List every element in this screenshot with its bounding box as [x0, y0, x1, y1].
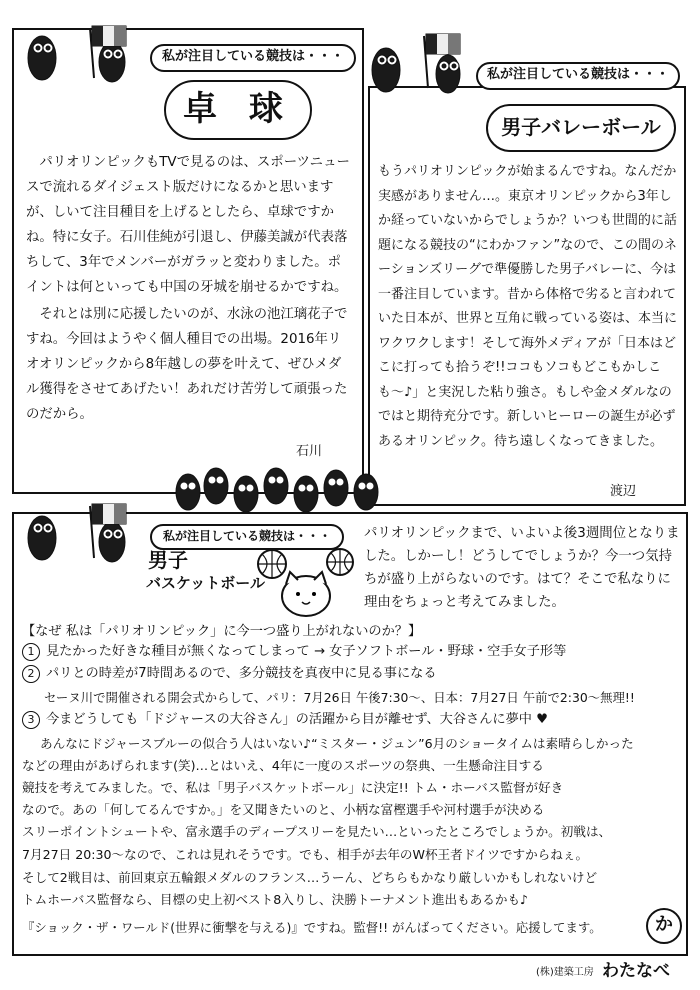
basketball-body-line: スリーポイントシュートや、富永選手のディープスリーを見たい…といったところでしょうか。初戦は、: [22, 824, 612, 839]
mascot-illustration: [14, 18, 144, 90]
reason-text: パリとの時差が7時間あるので、多分競技を真夜中に見る事になる: [46, 666, 437, 681]
basketball-cat-illustration: [254, 546, 358, 622]
basketball-intro: パリオリンピックまで、いよいよ後3週間位となりました。しかーし！どうしてでしょうか？今一つ気持ちが盛り上がらないのです。はて？そこで私なりに理由をちょっと考えてみました。: [364, 526, 680, 610]
basketball-body-line: などの理由があげられます(笑)…とはいえ、4年に一度のスポーツの祭典、一生懸命注目する: [22, 758, 544, 773]
reason-number: 2: [22, 665, 40, 683]
question-heading: 【なぜ 私は「パリオリンピック」に今一つ盛り上がれないのか？】: [22, 624, 422, 639]
table-tennis-paragraph-1: パリオリンピックもTVで見るのは、スポーツニュースで流れるダイジェスト版だけになるかと思いますが、しいて注目種目を上げるとしたら、卓球ですかね。特に女子。石川佳純が引退し、伊藤美誠が代表落ちして、3年でメンバーがガラッと変わりました。ポイントは何といっても中国の牙城を崩せるかですね。: [26, 155, 350, 295]
basketball-title-line-1: 男子: [148, 548, 188, 572]
reason-item: [22, 664, 686, 684]
reason-text: 今まどうしても「ドジャースの大谷さん」の活躍から目が離せず、大谷さんに夢中 ♥: [46, 712, 548, 727]
basketball-body-line: トムホーバス監督なら、目標の史上初ベスト8入りし、決勝トーナメント進出もあるかも♪: [22, 892, 529, 907]
volleyball-title: 男子バレーボール: [486, 104, 676, 152]
basketball-body-line: あんなにドジャースブルーの似合う人はいない♪“ミスター・ジュン”6月のショータイムは素晴らしかった: [40, 736, 634, 751]
focus-banner: 私が注目している競技は・・・: [150, 44, 356, 72]
mascot-illustration: [14, 494, 144, 570]
basketball-body-line: 7月27日 20:30～なので、これは見れそうです。でも、相手が去年のW杯王者ドイツですからねぇ。: [22, 847, 589, 862]
volleyball-text: もうパリオリンピックが始まるんですね。なんだか実感がありません…。東京オリンピックから3年しか経っていないからでしょうか？いつも世間的に話題になる競技の“にわかファン”なので、この間のネーションズリーグで準優勝した男子バレーに、今は一番注目しています。昔から体格で劣ると言われていた日本が、世界と互角に戦っている姿は、本当にワクワクします！そして海外メディアが「日本はどこに打っても拾うぞ!!ココもソコもどこもかしこも〜♪」と実況した粘り強さ。もしや金メダルなのではと期待充分です。新しいヒーローの誕生が必ずあるオリンピック。待ち遠しくなってきました。: [378, 164, 678, 449]
focus-banner: 私が注目している競技は・・・: [150, 524, 344, 550]
basketball-body-line: 競技を考えてみました。で、私は「男子バスケットボール」に決定!! トム・ホーバス監督が好き: [22, 780, 564, 795]
table-tennis-title: 卓 球: [164, 80, 312, 140]
basketball-body-line: なので。あの「何してるんですか。」を又聞きたいのと、小柄な富樫選手や河村選手が決める: [22, 802, 545, 817]
reason-number: 1: [22, 643, 40, 661]
reason-item: [22, 642, 686, 662]
signature-watanabe: 渡辺: [610, 484, 637, 499]
mascot-illustration: [360, 28, 470, 100]
author-badge: か: [646, 908, 682, 944]
table-tennis-text: [26, 150, 352, 427]
reason-text: 見たかった好きな種目が無くなってしまって → 女子ソフトボール・野球・空手女子形等: [46, 644, 567, 659]
signature-ishikawa: 石川: [296, 444, 323, 459]
reason-note: セーヌ川で開催される開会式からして、パリ：7月26日 午後7:30～、日本：7月27日 午前で2:30～無理!!: [44, 690, 635, 705]
basketball-title-line-2: バスケットボール: [146, 574, 265, 592]
basketball-body-line: そして2戦目は、前回東京五輪銀メダルのフランス…うーん、どちらもかなり厳しいかもしれないけど: [22, 870, 598, 885]
focus-banner: 私が注目している競技は・・・: [476, 62, 680, 90]
reason-item: [22, 710, 686, 730]
mascot-crowd-illustration: [168, 452, 388, 516]
basketball-body-line: 『ショック・ザ・ワールド(世界に衝撃を与える)』ですね。監督!! がんばってください。応援してます。: [22, 920, 602, 935]
reason-number: 3: [22, 711, 40, 729]
footer-company: (株)建築工房: [536, 967, 594, 978]
table-tennis-paragraph-2: それとは別に応援したいのが、水泳の池江璃花子ですね。今回はようやく個人種目での出場。2016年リオオリンピックから8年越しの夢を叶えて、ぜひメダル獲得をさせてあげたい！あれだけ苦労して頑張ったのだから。: [26, 307, 348, 422]
footer-brand: わたなべ: [602, 961, 670, 981]
